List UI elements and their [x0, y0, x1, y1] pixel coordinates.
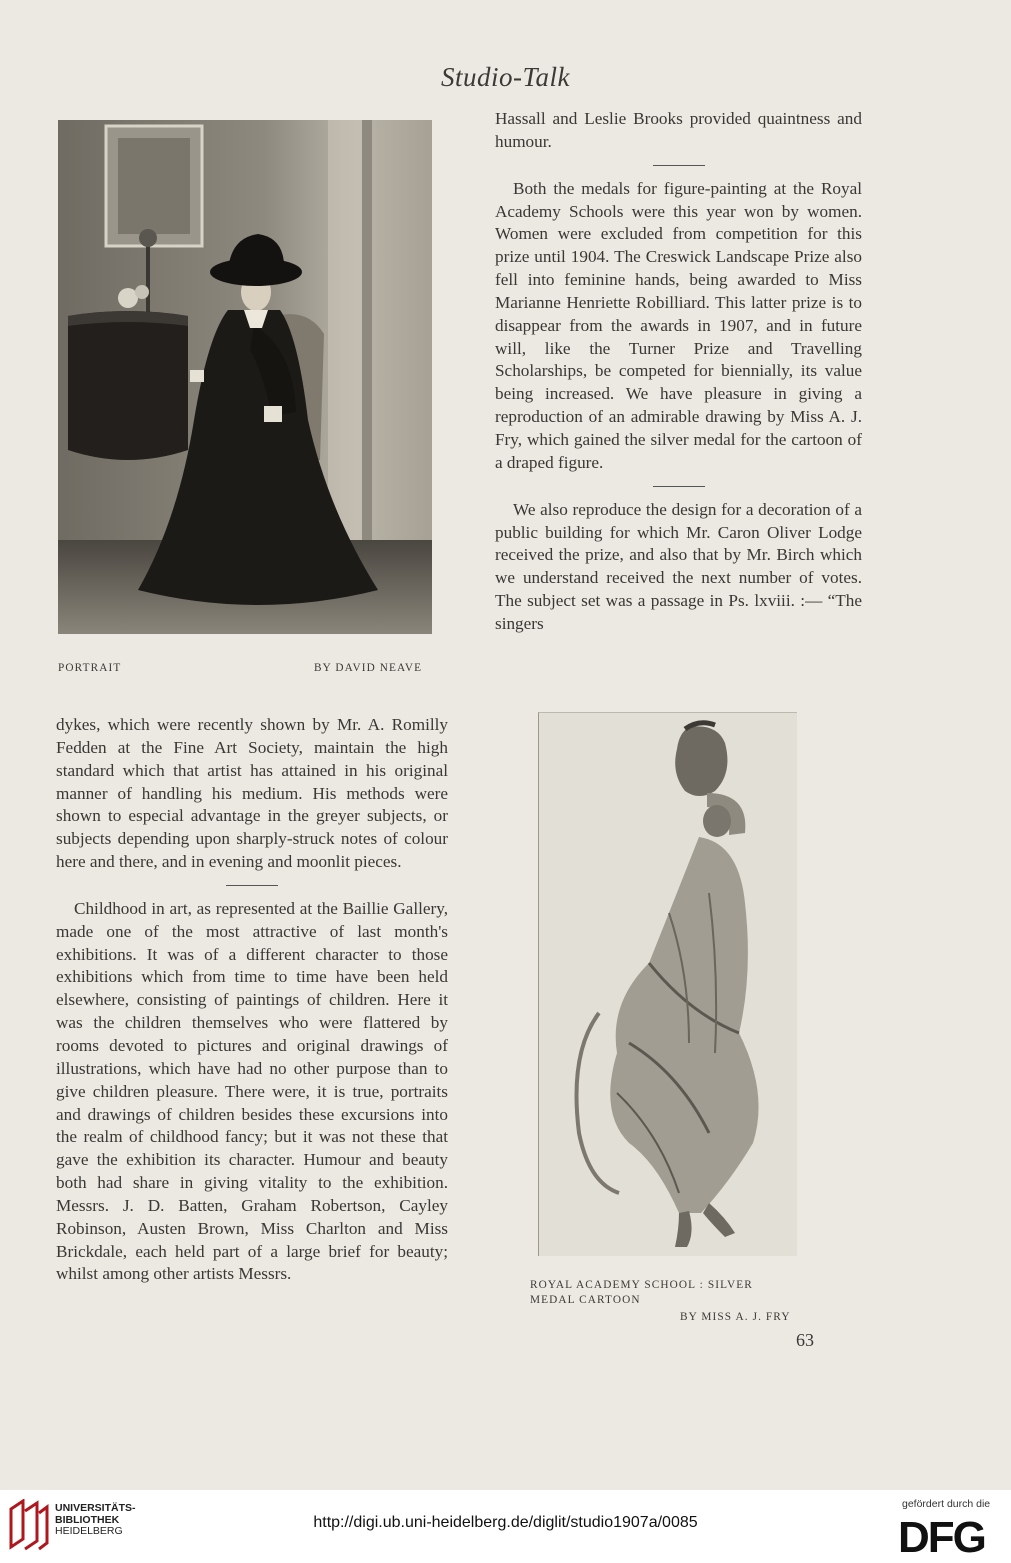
cartoon-caption-artist: BY MISS A. J. FRY	[680, 1311, 791, 1323]
footer-bar	[0, 1490, 1011, 1563]
cartoon-caption-line2: MEDAL CARTOON	[530, 1294, 641, 1306]
section-divider	[226, 885, 278, 886]
right-paragraph-1: Hassall and Leslie Brooks provided quaintness and humour.	[495, 109, 862, 151]
funded-by-label: gefördert durch die	[902, 1498, 991, 1510]
cartoon-caption-line1: ROYAL ACADEMY SCHOOL : SILVER	[530, 1279, 753, 1291]
portrait-image	[58, 120, 432, 634]
page-number: 63	[796, 1330, 814, 1350]
library-line-1: UNIVERSITÄTS-	[55, 1502, 136, 1514]
portrait-caption-artist: BY DAVID NEAVE	[314, 662, 423, 674]
section-divider	[653, 486, 705, 487]
library-line-3: HEIDELBERG	[55, 1525, 123, 1537]
left-paragraph-1: dykes, which were recently shown by Mr. A. Romilly Fedden at the Fine Art Society, maintain the high standard which that artist has attained in his original manner of handling his medium. His methods were shown to especial advantage in the greyer subjects, or subjects depending upon sharply-struck notes of colour here and there, and in evening and moonlit pieces.	[56, 715, 448, 872]
dfg-logo-icon	[898, 1514, 1002, 1558]
left-paragraph-2: Childhood in art, as represented at the Baillie Gallery, made one of the most attractive of last month's exhibitions. It was of a different character to those exhibitions which from time to time have been held elsewhere, consisting of paintings of children. Here it was the children themselves who were flattered by rooms devoted to pictures and original drawings of illustrations, which have had no other purpose than to give children pleasure. There were, it is true, portraits and drawings of children besides these excursions into the realm of childhood fancy; but it was not these that gave the exhibition its character. Humour and beauty both had share in giving vitality to the exhibition. Messrs. J. D. Batten, Graham Robertson, Cayley Robinson, Austen Brown, Miss Charlton and Miss Brickdale, each held part of a large brief for beauty; whilst among other artists Messrs.	[56, 898, 448, 1284]
dfg-logo-text: DFG	[898, 1514, 985, 1558]
right-column	[495, 108, 862, 636]
library-line-2: BIBLIOTHEK	[55, 1513, 120, 1526]
right-paragraph-2: Both the medals for figure-painting at the Royal Academy Schools were this year won by women. Women were excluded from competition for this prize until 1904. The Creswick Landscape Prize also fell into feminine hands, being awarded to Miss Marianne Henriette Robilliard. This latter prize is to disappear from the awards in 1907, and in future will, like the Turner Prize and Travelling Scholarships, be competed for biennially, its value being increased. We have pleasure in giving a reproduction of an admirable drawing by Miss A. J. Fry, which gained the silver medal for the cartoon of a draped figure.	[495, 178, 862, 472]
right-paragraph-3: We also reproduce the design for a decoration of a public building for which Mr. Caron Oliver Lodge received the prize, and also that by Mr. Birch which we understand received the next number of votes. The subject set was a passage in Ps. lxviii. :— “The singers	[495, 499, 862, 633]
cartoon-illustration	[538, 712, 797, 1256]
draped-figure-drawing	[539, 713, 797, 1256]
portrait-illustration	[58, 120, 432, 634]
portrait-caption-title: PORTRAIT	[58, 662, 122, 674]
left-column	[56, 714, 448, 1286]
section-divider	[653, 165, 705, 166]
running-head: Studio-Talk	[440, 62, 571, 92]
source-url-link[interactable]: http://digi.ub.uni-heidelberg.de/diglit/studio1907a/0085	[313, 1514, 698, 1531]
